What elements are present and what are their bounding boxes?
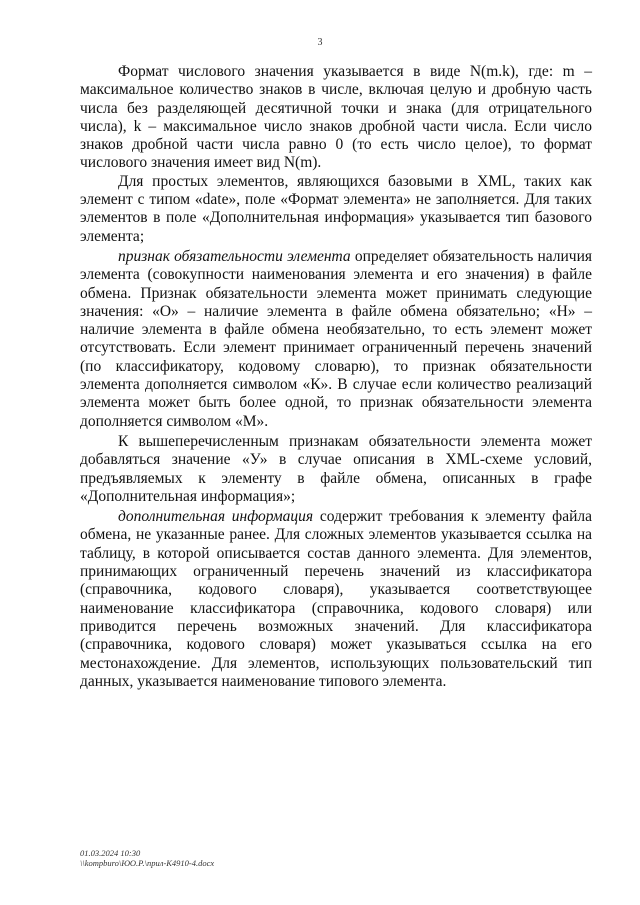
additional-info-description: содержит требования к элементу файла обмена, не указанные ранее. Для сложных элементов указывается ссылка на таблицу, в которой описывается состав данного элемента. Для элементов, принимающих ограниченный перечень значений из классификатора (справочника, кодового словаря), указывается соответствующее наименование классификатора (справочника, кодового словаря) или приводится перечень возможных значений. Для классификатора (справочника, кодового словаря) может указываться ссылка на его местонахождение. Для элементов, использующих пользовательский тип данных, указывается наименование типового элемента. [80,508,592,690]
term-mandatory-flag: признак обязательности элемента [118,247,351,265]
footer-timestamp: 01.03.2024 10:30 [80,848,141,858]
document-body [80,63,592,691]
paragraph-additional-info [80,508,592,691]
term-additional-info: дополнительная информация [118,508,314,526]
paragraph-simple-elements: Для простых элементов, являющихся базовыми в XML, таких как элемент с типом «date», поле «Формат элемента» не заполняется. Для таких элементов в поле «Дополнительная информация» указывается тип базового элемента; [80,172,592,245]
paragraph-number-format: Формат числового значения указывается в виде N(m.k), где: m – максимальное количество знаков в числе, включая целую и дробную часть числа без разделяющей десятичной точки и знака (для отрицательного числа), k – максимальное число знаков дробной части числа. Если число знаков дробной части числа равно 0 (то есть число целое), то формат числового значения имеет вид N(m). [80,63,592,172]
footer-file-path: \\kompburo\ЮО.Р.\прил-К4910-4.docx [80,858,215,868]
paragraph-additional-value: К вышеперечисленным признакам обязательности элемента может добавляться значение «У» в случае описания в XML-схеме условий, предъявляемых к элементу в файле обмена, описанных в графе «Дополнительная информация»; [80,432,592,505]
mandatory-flag-description: определяет обязательность наличия элемента (совокупности наименования элемента и его значения) в файле обмена. Признак обязательности элемента может принимать следующие значения: «О» – наличие элемента в файле обмена обязательно; «Н» – наличие элемента в файле обмена необязательно, то есть элемент может отсутствовать. Если элемент принимает ограниченный перечень значений (по классификатору, кодовому словарю), то признак обязательности элемента дополняется символом «К». В случае если количество реализаций элемента может быть более одной, то признак обязательности элемента дополняется символом «М». [80,247,592,430]
page-number: 3 [317,37,323,48]
paragraph-mandatory-flag [80,248,592,431]
document-footer [80,848,214,868]
